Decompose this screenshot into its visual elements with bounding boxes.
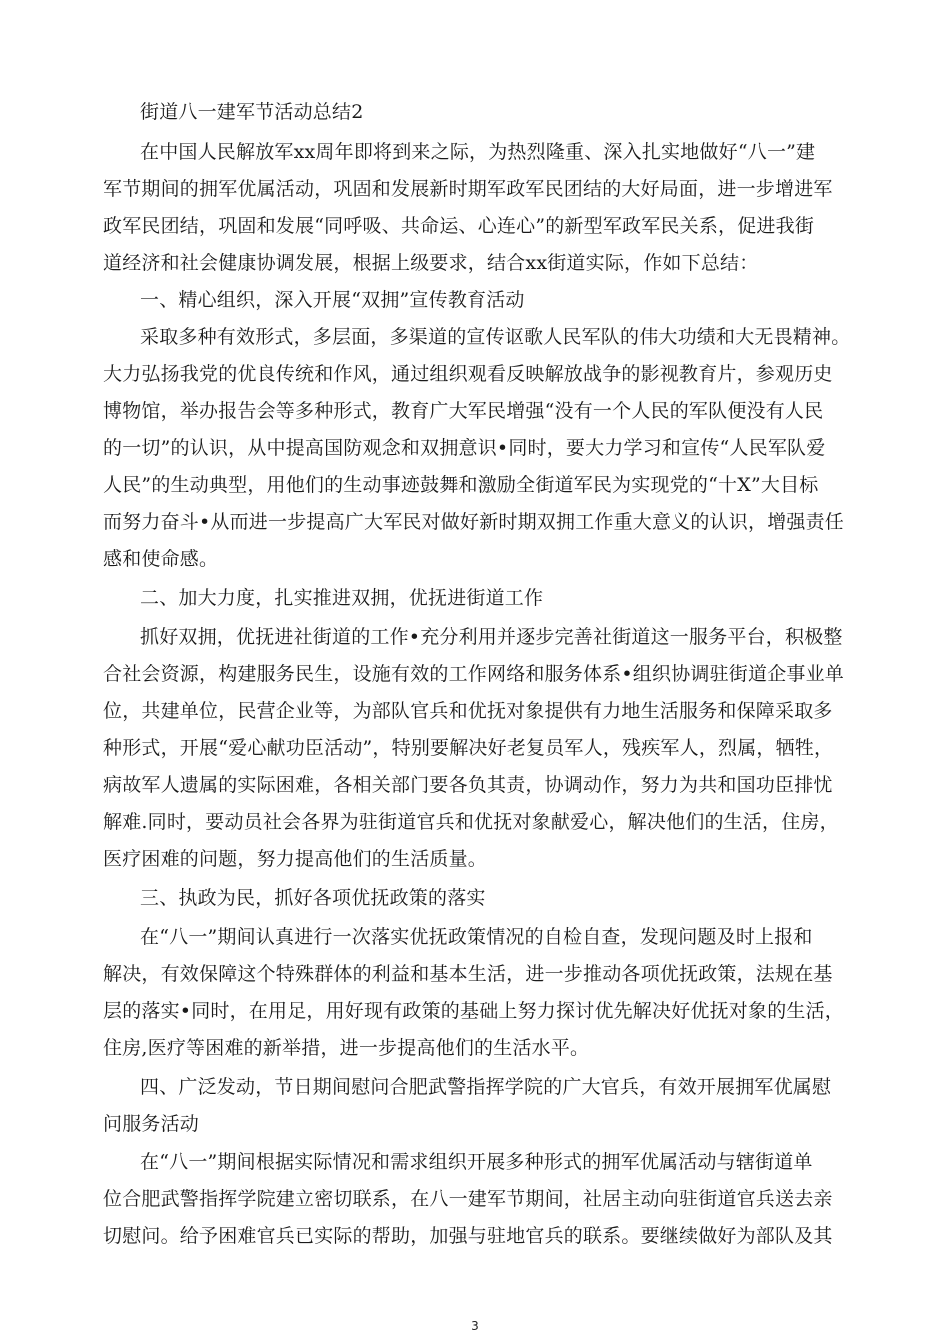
section-2-line: 合社会资源，构建服务民生，设施有效的工作网络和服务体系•组织协调驻街道企事业单 <box>103 663 845 685</box>
section-1-line: 的一切”的认识，从中提高国防观念和双拥意识•同时，要大力学习和宣传“人民军队爱 <box>103 437 826 459</box>
page-number: 3 <box>471 1319 479 1333</box>
section-3-line: 层的落实•同时，在用足，用好现有政策的基础上努力探讨优先解决好优抚对象的生活， <box>103 1000 845 1022</box>
section-1-line: 感和使命感。 <box>103 548 219 570</box>
section-2-line: 抓好双拥，优抚进社街道的工作•充分利用并逐步完善社街道这一服务平台，积极整 <box>140 626 843 648</box>
section-2-line: 种形式，开展“爱心献功臣活动”，特别要解决好老复员军人，残疾军人，烈属，牺牲， <box>103 737 834 759</box>
section-2-line: 位，共建单位，民营企业等，为部队官兵和优抚对象提供有力地生活服务和保障采取多 <box>103 700 833 722</box>
section-3-line: 解决，有效保障这个特殊群体的利益和基本生活，进一步推动各项优抚政策，法规在基 <box>103 963 833 985</box>
section-2-line: 解难.同时，要动员社会各界为驻街道官兵和优抚对象献爱心，解决他们的生活，住房， <box>103 811 839 833</box>
section-2-line: 病故军人遗属的实际困难，各相关部门要各负其责，协调动作，努力为共和国功臣排忧 <box>103 774 833 796</box>
section-heading-1: 一、精心组织，深入开展“双拥”宣传教育活动 <box>140 289 525 311</box>
section-4-line: 位合肥武警指挥学院建立密切联系，在八一建军节期间，社居主动向驻街道官兵送去亲 <box>103 1188 833 1210</box>
intro-line: 军节期间的拥军优属活动，巩固和发展新时期军政军民团结的大好局面，进一步增进军 <box>103 178 833 200</box>
section-3-line: 在“八一”期间认真进行一次落实优抚政策情况的自检自查，发现问题及时上报和 <box>140 926 813 948</box>
intro-line: 道经济和社会健康协调发展，根据上级要求，结合xx街道实际，作如下总结： <box>103 252 759 274</box>
section-2-line: 医疗困难的问题，努力提高他们的生活质量。 <box>103 848 488 870</box>
section-1-line: 博物馆，举办报告会等多种形式，教育广大军民增强“没有一个人民的军队便没有人民 <box>103 400 824 422</box>
section-heading-4: 四、广泛发动，节日期间慰问合肥武警指挥学院的广大官兵，有效开展拥军优属慰 <box>140 1076 832 1098</box>
section-4-line: 在“八一”期间根据实际情况和需求组织开展多种形式的拥军优属活动与辖街道单 <box>140 1151 813 1173</box>
section-1-line: 人民”的生动典型，用他们的生动事迹鼓舞和激励全街道军民为实现党的“十X”大目标 <box>103 474 819 496</box>
intro-line: 在中国人民解放军xx周年即将到来之际，为热烈隆重、深入扎实地做好“八一”建 <box>140 141 816 163</box>
intro-line: 政军民团结，巩固和发展“同呼吸、共命运、心连心”的新型军政军民关系，促进我街 <box>103 215 815 237</box>
section-heading-2: 二、加大力度，扎实推进双拥，优抚进街道工作 <box>140 587 544 609</box>
section-1-line: 大力弘扬我党的优良传统和作风，通过组织观看反映解放战争的影视教育片，参观历史 <box>103 363 833 385</box>
section-4-line: 切慰问。给予困难官兵已实际的帮助，加强与驻地官兵的联系。要继续做好为部队及其 <box>103 1225 833 1247</box>
section-1-line: 而努力奋斗•从而进一步提高广大军民对做好新时期双拥工作重大意义的认识，增强责任 <box>103 511 845 533</box>
section-heading-4-continued: 问服务活动 <box>103 1113 200 1135</box>
document-title: 街道八一建军节活动总结2 <box>140 101 364 123</box>
section-1-line: 采取多种有效形式，多层面，多渠道的宣传讴歌人民军队的伟大功绩和大无畏精神。 <box>140 326 851 348</box>
section-heading-3: 三、执政为民，抓好各项优抚政策的落实 <box>140 887 486 909</box>
section-3-line: 住房,医疗等困难的新举措，进一步提高他们的生活水平。 <box>103 1037 590 1059</box>
